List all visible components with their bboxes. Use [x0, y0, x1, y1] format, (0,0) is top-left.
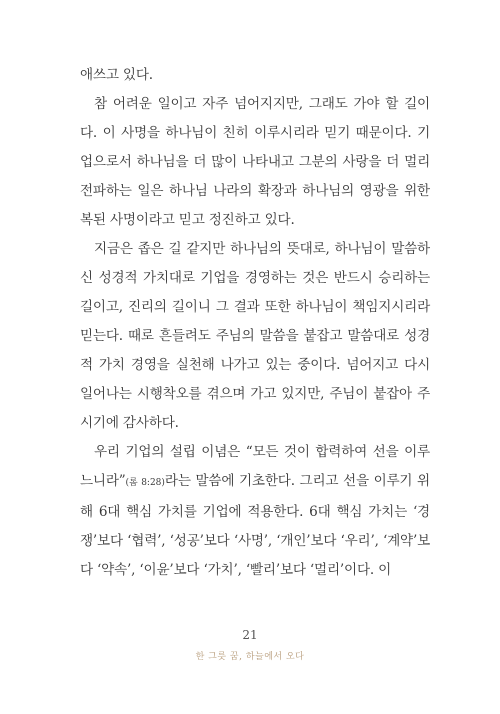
scripture-citation: (롬 8:28): [125, 478, 165, 488]
paragraph: 지금은 좁은 길 같지만 하나님의 뜻대로, 하나님이 말씀하신 성경적 가치대로 기업을 경영하는 것은 반드시 승리하는 길이고, 진리의 길이니 그 결과 또한 하나님이 책임지시리라 믿는다. 때로 흔들려도 주님의 말씀을 붙잡고 말씀대로 성경적 가치 경영을 실천해 나가고 있는 중이다. 넘어지고 다시 일어나는 시행착오를 겪으며 가고 있지만, 주님이 붙잡아 주시기에 감사하다.: [80, 241, 430, 431]
running-title: 한 그릇 꿈, 하늘에서 오다: [195, 652, 305, 662]
paragraph: 참 어려운 일이고 자주 넘어지지만, 그래도 가야 할 길이다. 이 사명을 하나님이 친히 이루시리라 믿기 때문이다. 기업으로서 하나님을 더 많이 나타내고 그분의 사랑을 더 멀리 전파하는 일은 하나님 나라의 확장과 하나님의 영광을 위한 복된 사명이라고 믿고 정진하고 있다.: [80, 96, 430, 228]
body-text: [80, 61, 430, 585]
page-number: 21: [242, 628, 258, 642]
paragraph: [80, 438, 430, 585]
paragraph-text: 라는 말씀에 기초한다. 그리고 선을 이루기 위해 6대 핵심 가치를 기업에 적용한다. 6대 핵심 가치는 ‘경쟁’보다 ‘협력’, ‘성공’보다 ‘사명’, ‘개인’보다 ‘우리’, ‘계약’보다 ‘약속’, ‘이윤’보다 ‘가치’, ‘빨리’보다 ‘멀리’이다. 이: [80, 473, 430, 578]
paragraph-text: 우리 기업의 설립 이념은 “모든 것이 합력하여 선을 이루느니라”: [80, 444, 430, 489]
paragraph: 애쓰고 있다.: [80, 67, 153, 83]
